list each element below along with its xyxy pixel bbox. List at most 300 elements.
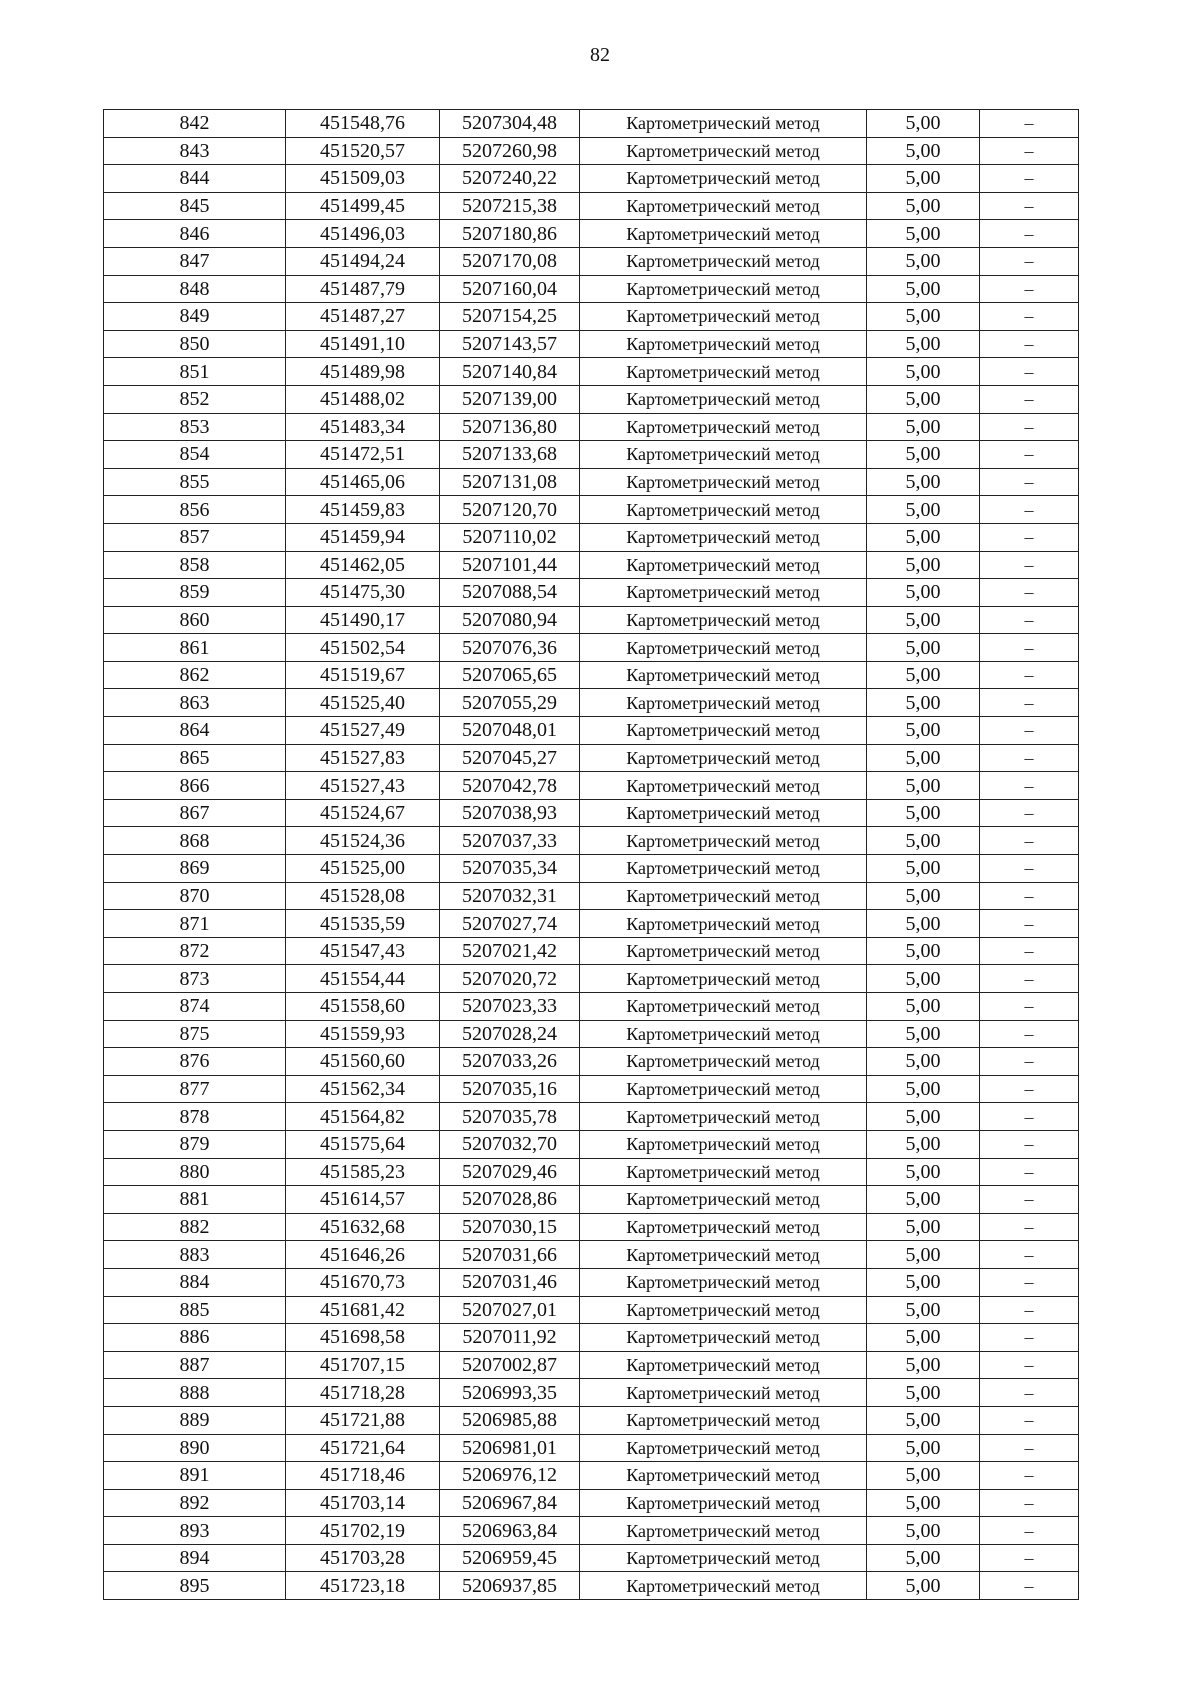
note-dash-cell: – (980, 137, 1079, 165)
x-coordinate-cell: 451548,76 (286, 110, 440, 138)
y-coordinate-cell: 5207136,80 (440, 413, 580, 441)
point-number-cell: 854 (104, 441, 286, 469)
method-cell: Картометрический метод (580, 496, 867, 524)
y-coordinate-cell: 5207215,38 (440, 192, 580, 220)
table-row (104, 937, 1079, 965)
table-row (104, 165, 1079, 193)
table-row (104, 1517, 1079, 1545)
x-coordinate-cell: 451527,83 (286, 744, 440, 772)
y-coordinate-cell: 5207033,26 (440, 1048, 580, 1076)
table-row (104, 1048, 1079, 1076)
note-dash-cell: – (980, 1489, 1079, 1517)
accuracy-cell: 5,00 (867, 937, 980, 965)
table-row (104, 910, 1079, 938)
point-number-cell: 871 (104, 910, 286, 938)
point-number-cell: 890 (104, 1434, 286, 1462)
x-coordinate-cell: 451462,05 (286, 551, 440, 579)
method-cell: Картометрический метод (580, 137, 867, 165)
note-dash-cell: – (980, 1075, 1079, 1103)
table-row (104, 330, 1079, 358)
y-coordinate-cell: 5207304,48 (440, 110, 580, 138)
note-dash-cell: – (980, 523, 1079, 551)
y-coordinate-cell: 5207088,54 (440, 579, 580, 607)
x-coordinate-cell: 451564,82 (286, 1103, 440, 1131)
table-row (104, 1103, 1079, 1131)
method-cell: Картометрический метод (580, 110, 867, 138)
point-number-cell: 860 (104, 606, 286, 634)
method-cell: Картометрический метод (580, 192, 867, 220)
table-row (104, 965, 1079, 993)
x-coordinate-cell: 451524,67 (286, 799, 440, 827)
point-number-cell: 851 (104, 358, 286, 386)
accuracy-cell: 5,00 (867, 1130, 980, 1158)
y-coordinate-cell: 5207065,65 (440, 661, 580, 689)
point-number-cell: 893 (104, 1517, 286, 1545)
method-cell: Картометрический метод (580, 937, 867, 965)
accuracy-cell: 5,00 (867, 358, 980, 386)
y-coordinate-cell: 5206981,01 (440, 1434, 580, 1462)
point-number-cell: 863 (104, 689, 286, 717)
accuracy-cell: 5,00 (867, 523, 980, 551)
point-number-cell: 886 (104, 1324, 286, 1352)
method-cell: Картометрический метод (580, 523, 867, 551)
point-number-cell: 865 (104, 744, 286, 772)
y-coordinate-cell: 5207260,98 (440, 137, 580, 165)
x-coordinate-cell: 451524,36 (286, 827, 440, 855)
table-row (104, 1130, 1079, 1158)
x-coordinate-cell: 451560,60 (286, 1048, 440, 1076)
note-dash-cell: – (980, 220, 1079, 248)
table-row (104, 551, 1079, 579)
method-cell: Картометрический метод (580, 220, 867, 248)
y-coordinate-cell: 5207023,33 (440, 993, 580, 1021)
accuracy-cell: 5,00 (867, 606, 980, 634)
table-row (104, 1462, 1079, 1490)
accuracy-cell: 5,00 (867, 855, 980, 883)
x-coordinate-cell: 451585,23 (286, 1158, 440, 1186)
method-cell: Картометрический метод (580, 1572, 867, 1600)
y-coordinate-cell: 5207020,72 (440, 965, 580, 993)
x-coordinate-cell: 451547,43 (286, 937, 440, 965)
note-dash-cell: – (980, 634, 1079, 662)
x-coordinate-cell: 451465,06 (286, 468, 440, 496)
x-coordinate-cell: 451721,64 (286, 1434, 440, 1462)
table-row (104, 993, 1079, 1021)
point-number-cell: 882 (104, 1213, 286, 1241)
note-dash-cell: – (980, 1296, 1079, 1324)
accuracy-cell: 5,00 (867, 1075, 980, 1103)
y-coordinate-cell: 5206993,35 (440, 1379, 580, 1407)
point-number-cell: 844 (104, 165, 286, 193)
point-number-cell: 858 (104, 551, 286, 579)
point-number-cell: 864 (104, 717, 286, 745)
y-coordinate-cell: 5207030,15 (440, 1213, 580, 1241)
x-coordinate-cell: 451525,00 (286, 855, 440, 883)
note-dash-cell: – (980, 441, 1079, 469)
point-number-cell: 861 (104, 634, 286, 662)
method-cell: Картометрический метод (580, 1213, 867, 1241)
y-coordinate-cell: 5207032,31 (440, 882, 580, 910)
x-coordinate-cell: 451702,19 (286, 1517, 440, 1545)
x-coordinate-cell: 451527,49 (286, 717, 440, 745)
x-coordinate-cell: 451499,45 (286, 192, 440, 220)
point-number-cell: 843 (104, 137, 286, 165)
y-coordinate-cell: 5207035,78 (440, 1103, 580, 1131)
accuracy-cell: 5,00 (867, 1379, 980, 1407)
y-coordinate-cell: 5207035,16 (440, 1075, 580, 1103)
point-number-cell: 872 (104, 937, 286, 965)
y-coordinate-cell: 5207028,86 (440, 1186, 580, 1214)
table-row (104, 110, 1079, 138)
note-dash-cell: – (980, 689, 1079, 717)
method-cell: Картометрический метод (580, 247, 867, 275)
accuracy-cell: 5,00 (867, 910, 980, 938)
accuracy-cell: 5,00 (867, 441, 980, 469)
x-coordinate-cell: 451535,59 (286, 910, 440, 938)
table-row (104, 1241, 1079, 1269)
point-number-cell: 856 (104, 496, 286, 524)
method-cell: Картометрический метод (580, 1268, 867, 1296)
point-number-cell: 889 (104, 1406, 286, 1434)
table-row (104, 413, 1079, 441)
point-number-cell: 850 (104, 330, 286, 358)
accuracy-cell: 5,00 (867, 1517, 980, 1545)
x-coordinate-cell: 451489,98 (286, 358, 440, 386)
table-row (104, 441, 1079, 469)
accuracy-cell: 5,00 (867, 965, 980, 993)
table-row (104, 689, 1079, 717)
table-row (104, 1406, 1079, 1434)
point-number-cell: 849 (104, 303, 286, 331)
accuracy-cell: 5,00 (867, 551, 980, 579)
accuracy-cell: 5,00 (867, 1213, 980, 1241)
note-dash-cell: – (980, 772, 1079, 800)
accuracy-cell: 5,00 (867, 496, 980, 524)
point-number-cell: 879 (104, 1130, 286, 1158)
point-number-cell: 862 (104, 661, 286, 689)
x-coordinate-cell: 451487,79 (286, 275, 440, 303)
accuracy-cell: 5,00 (867, 1572, 980, 1600)
y-coordinate-cell: 5206937,85 (440, 1572, 580, 1600)
y-coordinate-cell: 5207038,93 (440, 799, 580, 827)
coordinates-table-body (104, 110, 1079, 1600)
method-cell: Картометрический метод (580, 1075, 867, 1103)
note-dash-cell: – (980, 1241, 1079, 1269)
y-coordinate-cell: 5207110,02 (440, 523, 580, 551)
table-row (104, 275, 1079, 303)
table-row (104, 827, 1079, 855)
table-row (104, 523, 1079, 551)
x-coordinate-cell: 451703,28 (286, 1544, 440, 1572)
note-dash-cell: – (980, 717, 1079, 745)
table-row (104, 717, 1079, 745)
method-cell: Картометрический метод (580, 385, 867, 413)
x-coordinate-cell: 451559,93 (286, 1020, 440, 1048)
point-number-cell: 892 (104, 1489, 286, 1517)
note-dash-cell: – (980, 1379, 1079, 1407)
note-dash-cell: – (980, 855, 1079, 883)
method-cell: Картометрический метод (580, 744, 867, 772)
note-dash-cell: – (980, 330, 1079, 358)
x-coordinate-cell: 451459,83 (286, 496, 440, 524)
x-coordinate-cell: 451475,30 (286, 579, 440, 607)
x-coordinate-cell: 451459,94 (286, 523, 440, 551)
page-number: 82 (590, 44, 610, 66)
accuracy-cell: 5,00 (867, 717, 980, 745)
x-coordinate-cell: 451496,03 (286, 220, 440, 248)
x-coordinate-cell: 451718,28 (286, 1379, 440, 1407)
method-cell: Картометрический метод (580, 551, 867, 579)
method-cell: Картометрический метод (580, 165, 867, 193)
accuracy-cell: 5,00 (867, 993, 980, 1021)
x-coordinate-cell: 451490,17 (286, 606, 440, 634)
accuracy-cell: 5,00 (867, 689, 980, 717)
note-dash-cell: – (980, 110, 1079, 138)
y-coordinate-cell: 5207143,57 (440, 330, 580, 358)
point-number-cell: 852 (104, 385, 286, 413)
point-number-cell: 868 (104, 827, 286, 855)
method-cell: Картометрический метод (580, 1517, 867, 1545)
note-dash-cell: – (980, 1544, 1079, 1572)
accuracy-cell: 5,00 (867, 882, 980, 910)
accuracy-cell: 5,00 (867, 1406, 980, 1434)
point-number-cell: 878 (104, 1103, 286, 1131)
table-row (104, 634, 1079, 662)
accuracy-cell: 5,00 (867, 330, 980, 358)
method-cell: Картометрический метод (580, 1406, 867, 1434)
method-cell: Картометрический метод (580, 1462, 867, 1490)
accuracy-cell: 5,00 (867, 385, 980, 413)
accuracy-cell: 5,00 (867, 110, 980, 138)
accuracy-cell: 5,00 (867, 165, 980, 193)
table-row (104, 855, 1079, 883)
point-number-cell: 867 (104, 799, 286, 827)
accuracy-cell: 5,00 (867, 192, 980, 220)
table-row (104, 220, 1079, 248)
note-dash-cell: – (980, 1268, 1079, 1296)
note-dash-cell: – (980, 1572, 1079, 1600)
point-number-cell: 877 (104, 1075, 286, 1103)
y-coordinate-cell: 5206959,45 (440, 1544, 580, 1572)
x-coordinate-cell: 451562,34 (286, 1075, 440, 1103)
x-coordinate-cell: 451723,18 (286, 1572, 440, 1600)
point-number-cell: 891 (104, 1462, 286, 1490)
note-dash-cell: – (980, 303, 1079, 331)
accuracy-cell: 5,00 (867, 1158, 980, 1186)
point-number-cell: 847 (104, 247, 286, 275)
accuracy-cell: 5,00 (867, 799, 980, 827)
method-cell: Картометрический метод (580, 993, 867, 1021)
accuracy-cell: 5,00 (867, 468, 980, 496)
method-cell: Картометрический метод (580, 1103, 867, 1131)
point-number-cell: 880 (104, 1158, 286, 1186)
method-cell: Картометрический метод (580, 1130, 867, 1158)
x-coordinate-cell: 451698,58 (286, 1324, 440, 1352)
note-dash-cell: – (980, 1517, 1079, 1545)
method-cell: Картометрический метод (580, 413, 867, 441)
accuracy-cell: 5,00 (867, 1241, 980, 1269)
y-coordinate-cell: 5207055,29 (440, 689, 580, 717)
method-cell: Картометрический метод (580, 1434, 867, 1462)
point-number-cell: 869 (104, 855, 286, 883)
table-row (104, 1572, 1079, 1600)
y-coordinate-cell: 5207139,00 (440, 385, 580, 413)
table-row (104, 1434, 1079, 1462)
y-coordinate-cell: 5207240,22 (440, 165, 580, 193)
coordinates-table (103, 109, 1079, 1600)
note-dash-cell: – (980, 413, 1079, 441)
accuracy-cell: 5,00 (867, 1268, 980, 1296)
note-dash-cell: – (980, 937, 1079, 965)
note-dash-cell: – (980, 882, 1079, 910)
note-dash-cell: – (980, 993, 1079, 1021)
y-coordinate-cell: 5206985,88 (440, 1406, 580, 1434)
table-row (104, 468, 1079, 496)
y-coordinate-cell: 5207042,78 (440, 772, 580, 800)
accuracy-cell: 5,00 (867, 1351, 980, 1379)
accuracy-cell: 5,00 (867, 303, 980, 331)
method-cell: Картометрический метод (580, 634, 867, 662)
method-cell: Картометрический метод (580, 1241, 867, 1269)
x-coordinate-cell: 451487,27 (286, 303, 440, 331)
point-number-cell: 874 (104, 993, 286, 1021)
y-coordinate-cell: 5207131,08 (440, 468, 580, 496)
x-coordinate-cell: 451646,26 (286, 1241, 440, 1269)
table-row (104, 882, 1079, 910)
method-cell: Картометрический метод (580, 1544, 867, 1572)
method-cell: Картометрический метод (580, 1379, 867, 1407)
note-dash-cell: – (980, 1462, 1079, 1490)
table-row (104, 579, 1079, 607)
y-coordinate-cell: 5207029,46 (440, 1158, 580, 1186)
y-coordinate-cell: 5207035,34 (440, 855, 580, 883)
note-dash-cell: – (980, 965, 1079, 993)
note-dash-cell: – (980, 799, 1079, 827)
point-number-cell: 881 (104, 1186, 286, 1214)
method-cell: Картометрический метод (580, 717, 867, 745)
table-row (104, 303, 1079, 331)
note-dash-cell: – (980, 1158, 1079, 1186)
method-cell: Картометрический метод (580, 827, 867, 855)
note-dash-cell: – (980, 1351, 1079, 1379)
y-coordinate-cell: 5207048,01 (440, 717, 580, 745)
y-coordinate-cell: 5207180,86 (440, 220, 580, 248)
accuracy-cell: 5,00 (867, 247, 980, 275)
point-number-cell: 859 (104, 579, 286, 607)
method-cell: Картометрический метод (580, 275, 867, 303)
x-coordinate-cell: 451519,67 (286, 661, 440, 689)
y-coordinate-cell: 5207080,94 (440, 606, 580, 634)
y-coordinate-cell: 5207154,25 (440, 303, 580, 331)
method-cell: Картометрический метод (580, 882, 867, 910)
y-coordinate-cell: 5207031,66 (440, 1241, 580, 1269)
note-dash-cell: – (980, 579, 1079, 607)
note-dash-cell: – (980, 551, 1079, 579)
note-dash-cell: – (980, 1048, 1079, 1076)
y-coordinate-cell: 5207031,46 (440, 1268, 580, 1296)
method-cell: Картометрический метод (580, 1048, 867, 1076)
x-coordinate-cell: 451502,54 (286, 634, 440, 662)
table-row (104, 192, 1079, 220)
accuracy-cell: 5,00 (867, 634, 980, 662)
y-coordinate-cell: 5206967,84 (440, 1489, 580, 1517)
method-cell: Картометрический метод (580, 855, 867, 883)
accuracy-cell: 5,00 (867, 137, 980, 165)
note-dash-cell: – (980, 744, 1079, 772)
y-coordinate-cell: 5206963,84 (440, 1517, 580, 1545)
accuracy-cell: 5,00 (867, 1103, 980, 1131)
accuracy-cell: 5,00 (867, 1186, 980, 1214)
table-row (104, 1186, 1079, 1214)
method-cell: Картометрический метод (580, 358, 867, 386)
y-coordinate-cell: 5207045,27 (440, 744, 580, 772)
table-row (104, 1075, 1079, 1103)
method-cell: Картометрический метод (580, 1020, 867, 1048)
table-row (104, 137, 1079, 165)
accuracy-cell: 5,00 (867, 220, 980, 248)
note-dash-cell: – (980, 275, 1079, 303)
accuracy-cell: 5,00 (867, 1544, 980, 1572)
x-coordinate-cell: 451472,51 (286, 441, 440, 469)
y-coordinate-cell: 5207028,24 (440, 1020, 580, 1048)
accuracy-cell: 5,00 (867, 1020, 980, 1048)
y-coordinate-cell: 5207027,74 (440, 910, 580, 938)
x-coordinate-cell: 451614,57 (286, 1186, 440, 1214)
point-number-cell: 842 (104, 110, 286, 138)
note-dash-cell: – (980, 1434, 1079, 1462)
method-cell: Картометрический метод (580, 468, 867, 496)
x-coordinate-cell: 451483,34 (286, 413, 440, 441)
method-cell: Картометрический метод (580, 1296, 867, 1324)
accuracy-cell: 5,00 (867, 1324, 980, 1352)
accuracy-cell: 5,00 (867, 413, 980, 441)
accuracy-cell: 5,00 (867, 579, 980, 607)
method-cell: Картометрический метод (580, 330, 867, 358)
point-number-cell: 887 (104, 1351, 286, 1379)
table-row (104, 1489, 1079, 1517)
x-coordinate-cell: 451703,14 (286, 1489, 440, 1517)
method-cell: Картометрический метод (580, 689, 867, 717)
y-coordinate-cell: 5207032,70 (440, 1130, 580, 1158)
table-row (104, 1324, 1079, 1352)
x-coordinate-cell: 451554,44 (286, 965, 440, 993)
method-cell: Картометрический метод (580, 965, 867, 993)
note-dash-cell: – (980, 827, 1079, 855)
table-row (104, 661, 1079, 689)
note-dash-cell: – (980, 1213, 1079, 1241)
method-cell: Картометрический метод (580, 579, 867, 607)
point-number-cell: 876 (104, 1048, 286, 1076)
table-row (104, 1020, 1079, 1048)
accuracy-cell: 5,00 (867, 772, 980, 800)
note-dash-cell: – (980, 358, 1079, 386)
note-dash-cell: – (980, 1186, 1079, 1214)
x-coordinate-cell: 451528,08 (286, 882, 440, 910)
accuracy-cell: 5,00 (867, 1048, 980, 1076)
method-cell: Картометрический метод (580, 1489, 867, 1517)
point-number-cell: 845 (104, 192, 286, 220)
point-number-cell: 870 (104, 882, 286, 910)
table-row (104, 606, 1079, 634)
point-number-cell: 873 (104, 965, 286, 993)
point-number-cell: 885 (104, 1296, 286, 1324)
note-dash-cell: – (980, 1324, 1079, 1352)
x-coordinate-cell: 451670,73 (286, 1268, 440, 1296)
table-row (104, 799, 1079, 827)
x-coordinate-cell: 451525,40 (286, 689, 440, 717)
table-row (104, 1158, 1079, 1186)
table-row (104, 247, 1079, 275)
